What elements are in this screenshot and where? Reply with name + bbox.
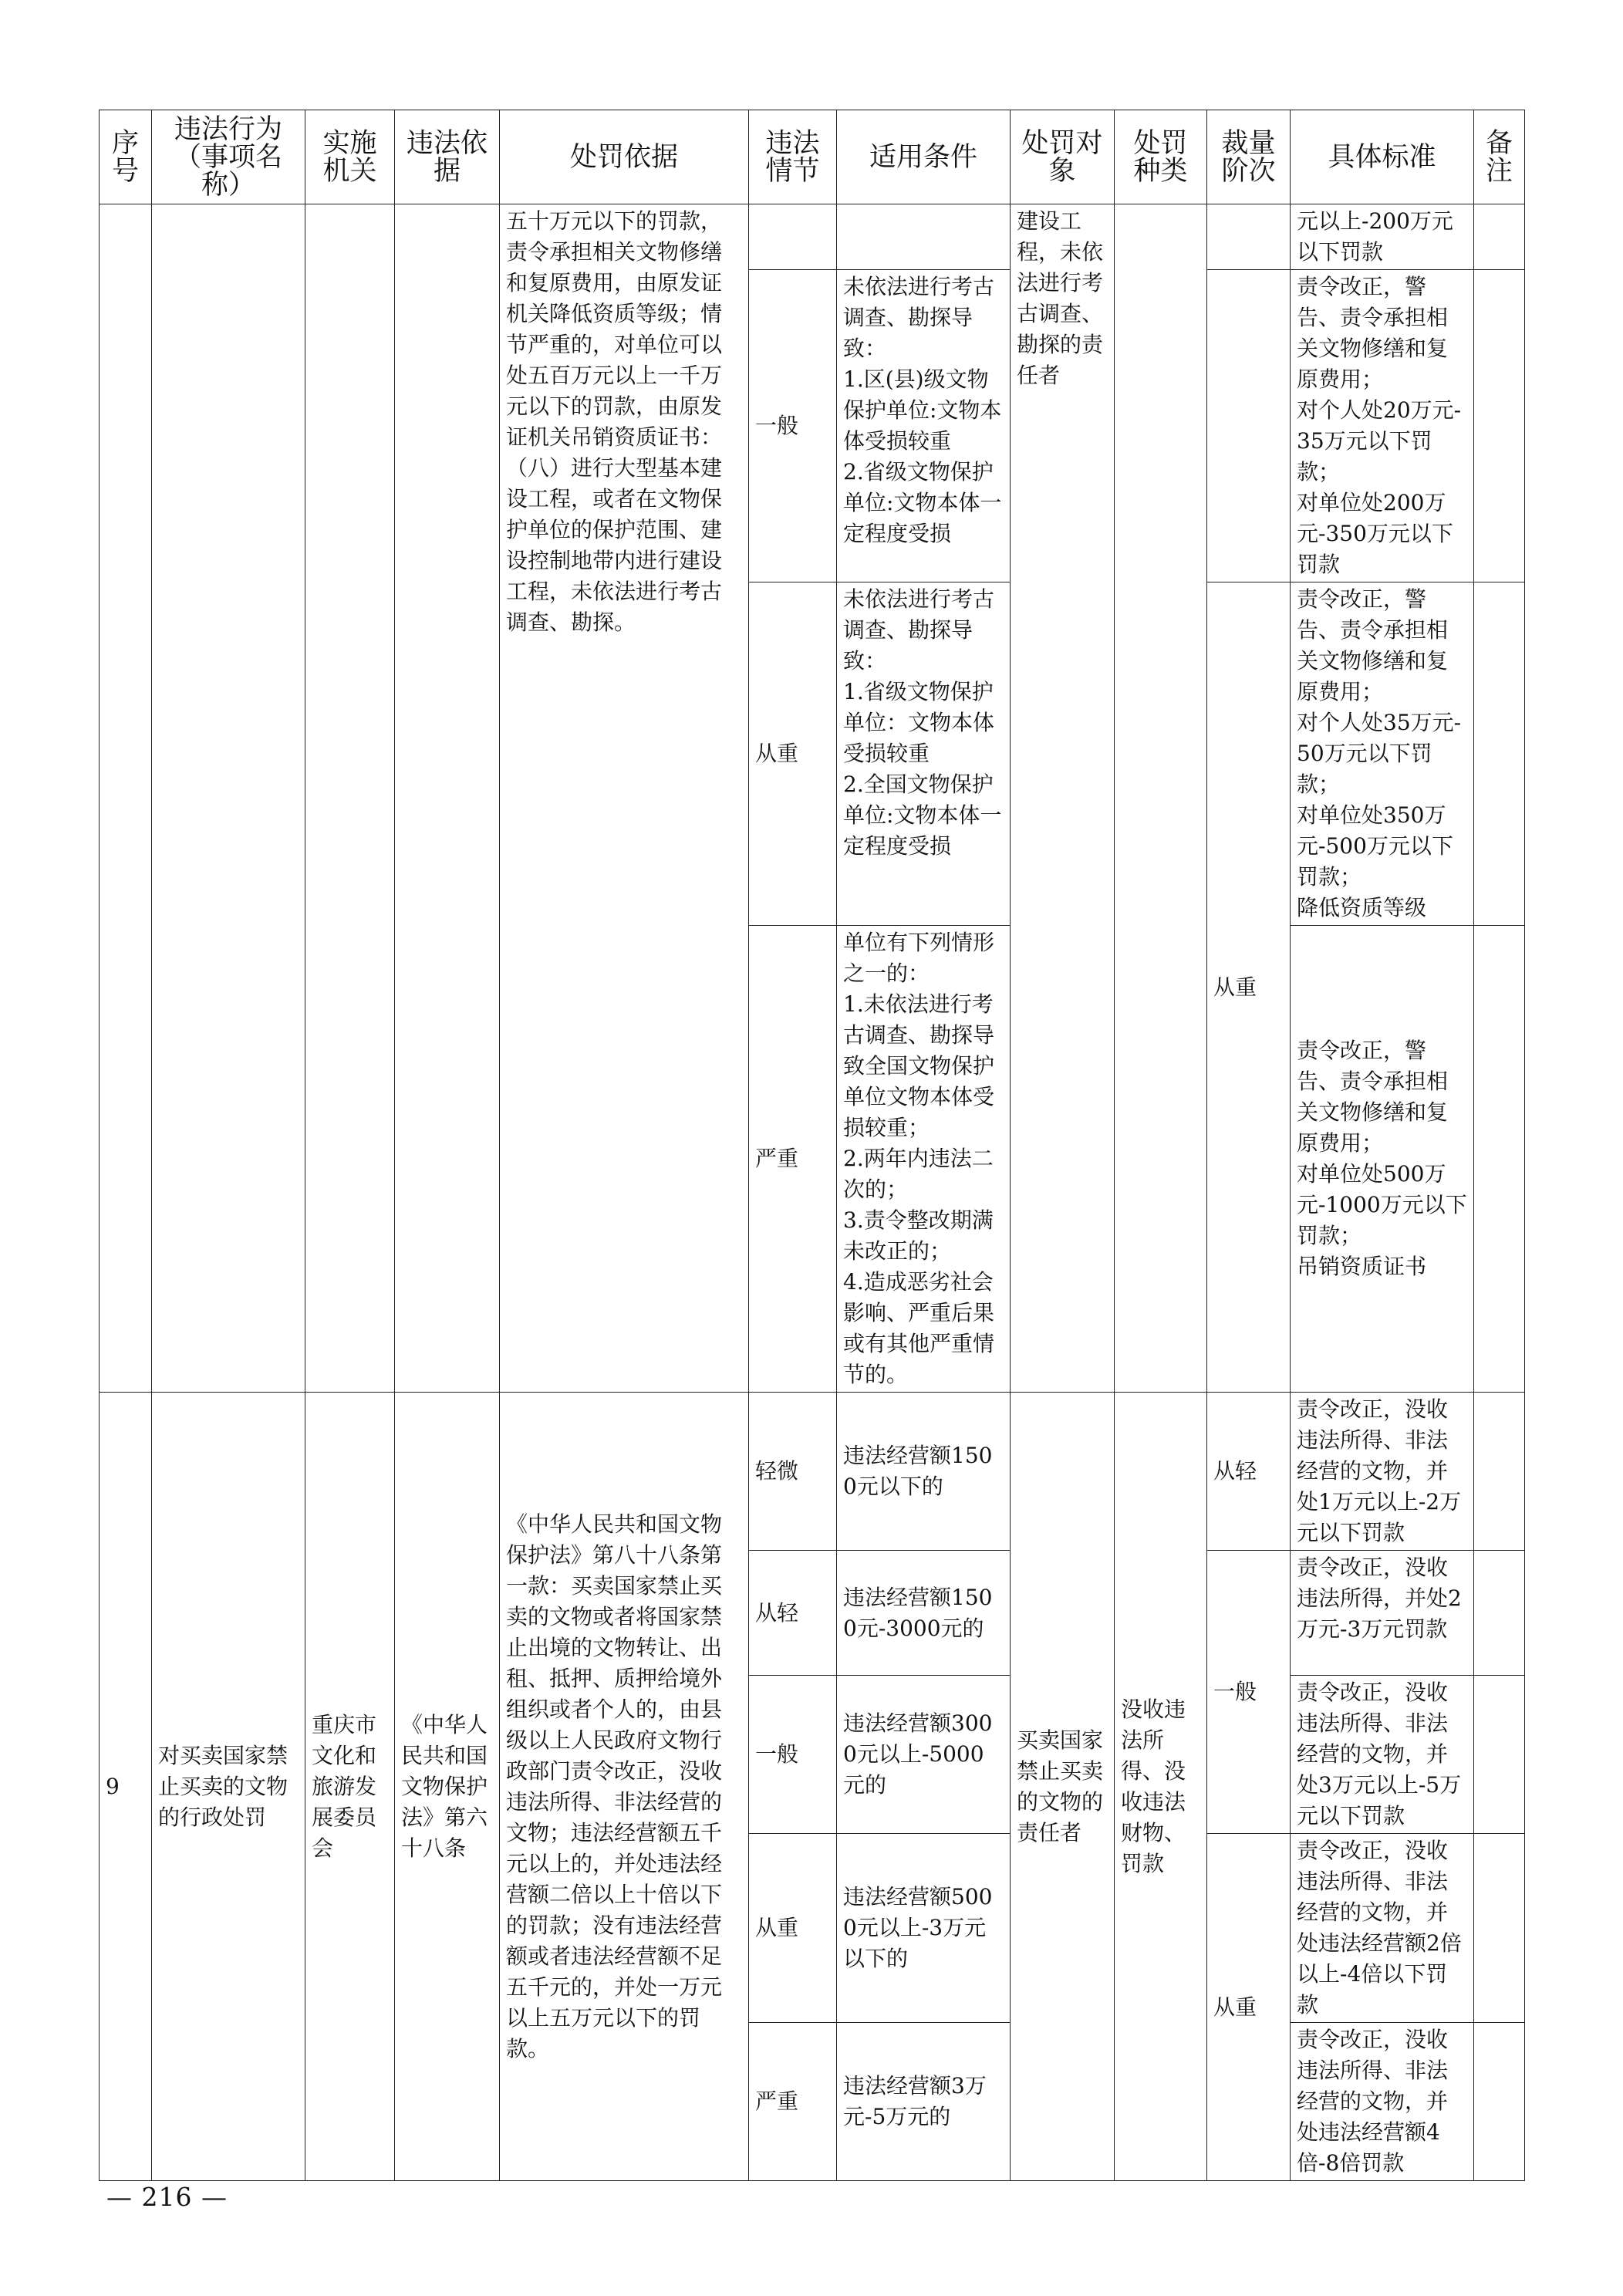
header-circumstance: 违法 情节 xyxy=(749,110,837,204)
level-cell: 一般 xyxy=(1207,1551,1291,1834)
item9-penalty-basis: 《中华人民共和国文物保护法》第八十八条第一款：买卖国家禁止买卖的文物或者将国家禁止出境的文物转让、出租、抵押、质押给境外组织或者个人的，由县级以上人民政府文物行政部门责令改正，没收违法所得、非法经营的文物；违法经营额五千元以上的，并处违法经营额二倍以上十倍以下的罚款；没有违法经营额或者违法经营额不足五千元的，并处一万元以上五万元以下的罚款。 xyxy=(500,1393,749,2181)
header-basis: 违法依 据 xyxy=(395,110,500,204)
level-cell: 从轻 xyxy=(1207,1393,1291,1551)
header-behavior: 违法行为 （事项名 称） xyxy=(152,110,305,204)
penalty-standard-table xyxy=(99,110,1525,2181)
cont-condition-empty xyxy=(837,204,1011,270)
remark-cell xyxy=(1474,582,1525,926)
condition-cell: 未依法进行考古调查、勘探导致： 1.省级文物保护单位：文物本体受损较重 2.全国文物保护单位:文物本体一定程度受损 xyxy=(837,582,1011,926)
condition-cell: 违法经营额5000元以上-3万元以下的 xyxy=(837,1834,1011,2023)
cont-type-cell xyxy=(1115,204,1207,1393)
circumstance-cell: 一般 xyxy=(749,1676,837,1834)
item9-type: 没收违法所得、没收违法财物、罚款 xyxy=(1115,1393,1207,2181)
cont-authority-cell xyxy=(305,204,395,1393)
header-seq: 序 号 xyxy=(100,110,152,204)
header-penalty-basis: 处罚依据 xyxy=(500,110,749,204)
header-row xyxy=(100,110,1525,204)
condition-cell: 违法经营额1500元-3000元的 xyxy=(837,1551,1011,1676)
remark-cell xyxy=(1474,1393,1525,1551)
remark-cell xyxy=(1474,204,1525,270)
header-type: 处罚 种类 xyxy=(1115,110,1207,204)
remark-cell xyxy=(1474,1834,1525,2023)
condition-cell: 未依法进行考古调查、勘探导致： 1.区(县)级文物保护单位:文物本体受损较重 2.省级文物保护单位:文物本体一定程度受损 xyxy=(837,270,1011,582)
cont-standard-0: 元以上-200万元以下罚款 xyxy=(1291,204,1474,270)
cont-penalty-basis: 五十万元以下的罚款，责令承担相关文物修缮和复原费用，由原发证机关降低资质等级；情节严重的，对单位可以处五百万元以上一千万元以下的罚款，由原发证机关吊销资质证书：（八）进行大型基本建设工程，或者在文物保护单位的保护范围、建设控制地带内进行建设工程，未依法进行考古调查、勘探。 xyxy=(500,204,749,1393)
cont-circumstance-empty xyxy=(749,204,837,270)
circumstance-cell: 严重 xyxy=(749,926,837,1393)
standard-cell: 责令改正，警告、责令承担相关文物修缮和复原费用； 对个人处20万元-35万元以下罚款； 对单位处200万元-350万元以下罚款 xyxy=(1291,270,1474,582)
circumstance-cell: 从重 xyxy=(749,582,837,926)
item9-target: 买卖国家禁止买卖的文物的责任者 xyxy=(1011,1393,1115,2181)
standard-cell: 责令改正，没收违法所得，并处2万元-3万元罚款 xyxy=(1291,1551,1474,1676)
item9-seq: 9 xyxy=(100,1393,152,2181)
standard-cell: 责令改正，警告、责令承担相关文物修缮和复原费用； 对个人处35万元-50万元以下罚款； 对单位处350万元-500万元以下罚款； 降低资质等级 xyxy=(1291,582,1474,926)
standard-cell: 责令改正，没收违法所得、非法经营的文物，并处3万元以上-5万元以下罚款 xyxy=(1291,1676,1474,1834)
header-condition: 适用条件 xyxy=(837,110,1011,204)
level-cell: 从重 xyxy=(1207,582,1291,1393)
condition-cell: 违法经营额1500元以下的 xyxy=(837,1393,1011,1551)
item9-authority: 重庆市文化和旅游发展委员会 xyxy=(305,1393,395,2181)
cont-seq-cell xyxy=(100,204,152,1393)
condition-cell: 违法经营额3000元以上-5000元的 xyxy=(837,1676,1011,1834)
circumstance-cell: 轻微 xyxy=(749,1393,837,1551)
remark-cell xyxy=(1474,1676,1525,1834)
condition-cell: 违法经营额3万元-5万元的 xyxy=(837,2023,1011,2181)
circumstance-cell: 从轻 xyxy=(749,1551,837,1676)
header-remark: 备 注 xyxy=(1474,110,1525,204)
cont-behavior-cell xyxy=(152,204,305,1393)
circumstance-cell: 一般 xyxy=(749,270,837,582)
remark-cell xyxy=(1474,926,1525,1393)
table-row xyxy=(100,204,1525,270)
standard-cell: 责令改正，警告、责令承担相关文物修缮和复原费用； 对单位处500万元-1000万元以下罚款； 吊销资质证书 xyxy=(1291,926,1474,1393)
level-empty-cell xyxy=(1207,270,1291,582)
cont-basis-cell xyxy=(395,204,500,1393)
circumstance-cell: 从重 xyxy=(749,1834,837,2023)
header-target: 处罚对 象 xyxy=(1011,110,1115,204)
header-authority: 实施 机关 xyxy=(305,110,395,204)
header-standard: 具体标准 xyxy=(1291,110,1474,204)
item9-basis: 《中华人民共和国文物保护法》第六十八条 xyxy=(395,1393,500,2181)
condition-cell: 单位有下列情形之一的： 1.未依法进行考古调查、勘探导致全国文物保护单位文物本体受损较重； 2.两年内违法二次的； 3.责令整改期满未改正的； 4.造成恶劣社会影响、严重后果或有其他严重情节的。 xyxy=(837,926,1011,1393)
table-row xyxy=(100,1393,1525,1551)
standard-cell: 责令改正，没收违法所得、非法经营的文物，并处违法经营额4倍-8倍罚款 xyxy=(1291,2023,1474,2181)
page-number: — 216 — xyxy=(106,2182,228,2212)
remark-cell xyxy=(1474,270,1525,582)
cont-level-empty xyxy=(1207,204,1291,270)
remark-cell xyxy=(1474,2023,1525,2181)
cont-target: 建设工程，未依法进行考古调查、勘探的责任者 xyxy=(1011,204,1115,1393)
header-level: 裁量 阶次 xyxy=(1207,110,1291,204)
level-cell: 从重 xyxy=(1207,1834,1291,2181)
item9-behavior: 对买卖国家禁止买卖的文物的行政处罚 xyxy=(152,1393,305,2181)
standard-cell: 责令改正，没收违法所得、非法经营的文物，并处1万元以上-2万元以下罚款 xyxy=(1291,1393,1474,1551)
remark-cell xyxy=(1474,1551,1525,1676)
standard-cell: 责令改正，没收违法所得、非法经营的文物，并处违法经营额2倍以上-4倍以下罚款 xyxy=(1291,1834,1474,2023)
circumstance-cell: 严重 xyxy=(749,2023,837,2181)
